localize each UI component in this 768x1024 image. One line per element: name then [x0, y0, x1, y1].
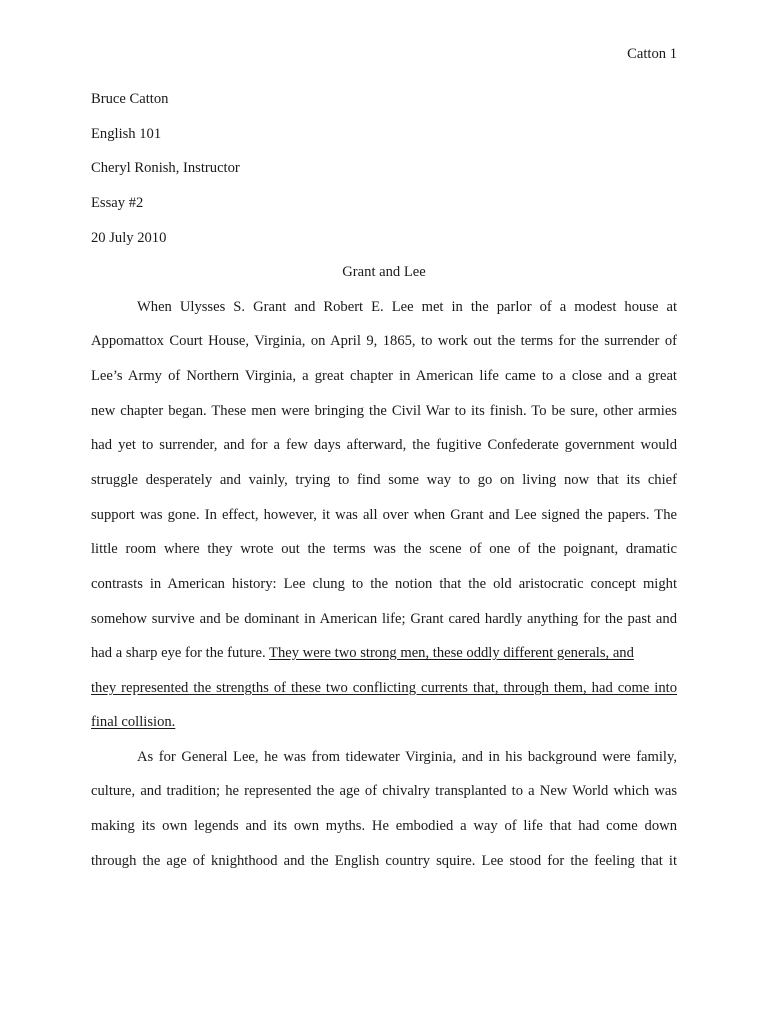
underlined-thesis: final collision. — [91, 714, 176, 730]
paragraph-line: making its own legends and its own myths. He embodied a way of life that had come down — [91, 818, 677, 834]
underlined-thesis: They were two strong men, these oddly different generals, and — [269, 645, 634, 661]
paragraph-line: struggle desperately and vainly, trying to find some way to go on living now that its chief — [91, 472, 677, 488]
heading-instructor: Cheryl Ronish, Instructor — [91, 160, 240, 176]
paragraph-line: little room where they wrote out the terms was the scene of one of the poignant, dramatic — [91, 541, 677, 557]
underlined-thesis: they represented the strengths of these two conflicting currents that, through them, had come into — [91, 680, 677, 696]
essay-title: Grant and Lee — [342, 264, 426, 280]
plain-text: had a sharp eye for the future. — [91, 645, 270, 661]
heading-author: Bruce Catton — [91, 91, 169, 107]
paragraph-line: support was gone. In effect, however, it was all over when Grant and Lee signed the papers. The — [91, 507, 677, 523]
paragraph-line: new chapter began. These men were bringing the Civil War to its finish. To be sure, other armies — [91, 403, 677, 419]
paragraph-line: contrasts in American history: Lee clung to the notion that the old aristocratic concept might — [91, 576, 677, 592]
paragraph-line: somehow survive and be dominant in American life; Grant cared hardly anything for the past and — [91, 611, 677, 627]
paragraph-line: culture, and tradition; he represented the age of chivalry transplanted to a New World which was — [91, 783, 677, 799]
heading-assignment: Essay #2 — [91, 195, 144, 211]
paragraph-line: Lee’s Army of Northern Virginia, a great chapter in American life came to a close and a great — [91, 368, 677, 384]
paragraph-line: Appomattox Court House, Virginia, on April 9, 1865, to work out the terms for the surrender of — [91, 333, 677, 349]
paragraph-line — [91, 643, 677, 663]
running-head: Catton 1 — [627, 46, 677, 62]
heading-date: 20 July 2010 — [91, 230, 167, 246]
paragraph-line: had yet to surrender, and for a few days afterward, the fugitive Confederate government would — [91, 437, 677, 453]
paragraph-line: through the age of knighthood and the English country squire. Lee stood for the feeling that it — [91, 853, 677, 869]
heading-course: English 101 — [91, 126, 162, 142]
underlined-thesis-end — [91, 712, 677, 732]
paragraph-line: As for General Lee, he was from tidewater Virginia, and in his background were family, — [137, 749, 677, 765]
paragraph-line: When Ulysses S. Grant and Robert E. Lee met in the parlor of a modest house at — [137, 299, 677, 315]
